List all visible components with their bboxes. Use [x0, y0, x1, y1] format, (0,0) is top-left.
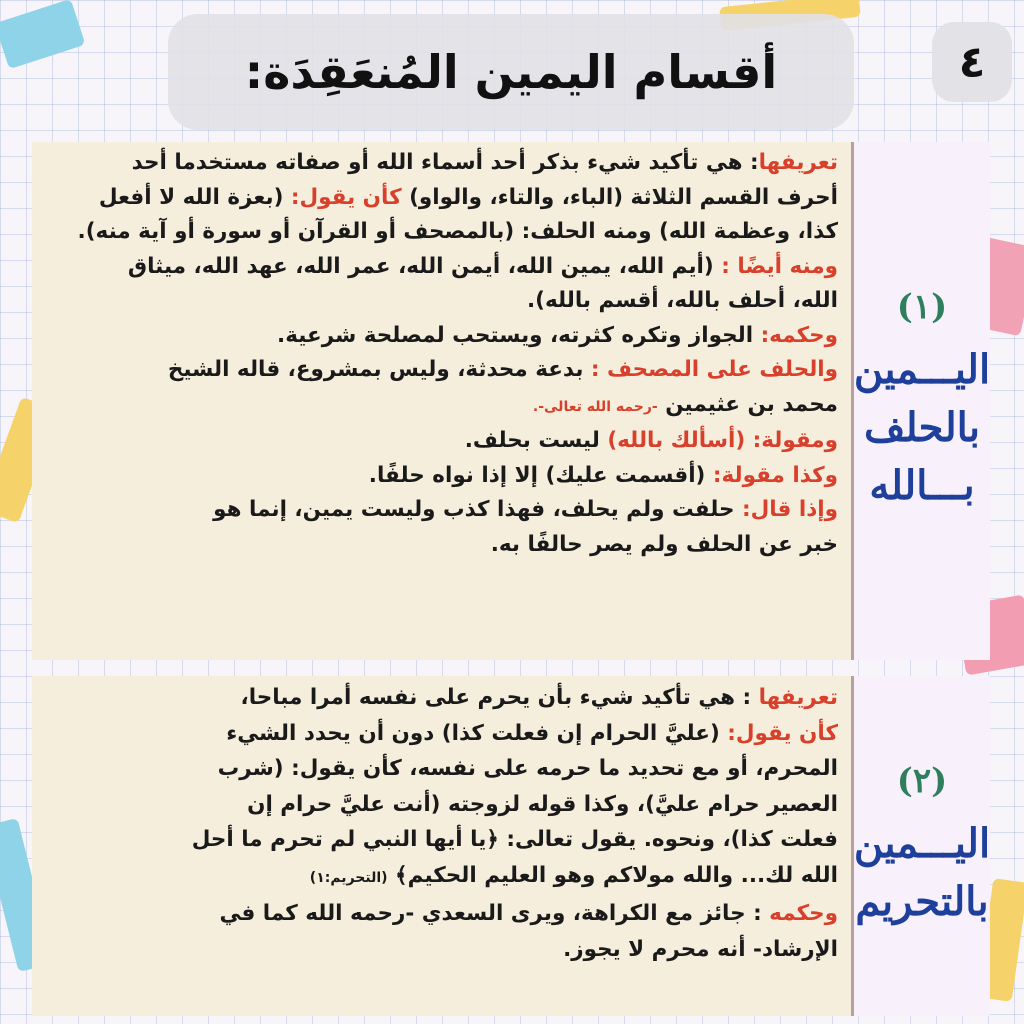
text-segment: : هي تأكيد شيء بذكر أحد أسماء الله أو صفاته مستخدما أحد — [131, 150, 759, 175]
text-line — [40, 319, 838, 354]
text-segment: الله، أحلف بالله، أقسم بالله). — [526, 288, 838, 313]
section-body — [32, 680, 846, 967]
text-segment: (أيم الله، يمين الله، أيمن الله، عمر الله، عهد الله، ميثاق — [127, 253, 722, 279]
page-title: أقسام اليمين المُنعَقِدَة: — [244, 45, 778, 99]
text-line — [40, 680, 838, 716]
text-segment: خبر عن الحلف ولم يصر حالفًا به. — [490, 531, 838, 557]
decor-pencil-case — [0, 0, 85, 69]
text-line — [40, 751, 838, 787]
text-segment: (التحريم:١) — [309, 869, 388, 886]
text-segment: العصير حرام عليَّ)، وكذا قوله لزوجته (أنت عليَّ حرام إن — [247, 791, 838, 817]
text-line — [40, 493, 838, 528]
highlighted-term: كأن يقول: — [290, 184, 402, 210]
page-number-badge: ٤ — [932, 22, 1012, 102]
text-segment: (عليَّ الحرام إن فعلت كذا) دون أن يحدد الشيء — [226, 720, 728, 746]
text-line — [40, 822, 838, 858]
highlighted-term: وإذا قال: — [741, 497, 838, 522]
text-line — [40, 858, 838, 897]
text-segment: الجواز وتكره كثرته، ويستحب لمصلحة شرعية. — [277, 322, 761, 348]
text-segment: (بعزة الله لا أفعل — [98, 184, 291, 210]
text-line — [40, 215, 838, 250]
highlighted-term: وكذا مقولة: — [712, 462, 838, 488]
text-segment: فعلت كذا)، ونحوه. يقول تعالى: ﴿يا أيها النبي لم تحرم ما أحل — [191, 827, 838, 852]
text-line — [40, 146, 838, 181]
highlighted-term: -رحمه الله تعالى-. — [532, 398, 658, 415]
text-segment: أحرف القسم الثلاثة (الباء، والتاء، والواو) — [401, 184, 838, 210]
text-line — [40, 388, 838, 425]
text-line — [40, 284, 838, 319]
section-label-line: بـــالله — [869, 462, 975, 509]
text-line — [40, 181, 838, 216]
text-segment: بدعة محدثة، وليس بمشروع، قاله الشيخ — [167, 357, 591, 382]
text-line — [40, 459, 838, 494]
highlighted-term: وحكمه: — [760, 322, 838, 348]
text-segment: الإرشاد- أنه محرم لا يجوز. — [563, 936, 838, 962]
section-number: (١) — [896, 287, 948, 327]
text-segment: : هي تأكيد شيء بأن يحرم على نفسه أمرا مباحا، — [240, 685, 759, 710]
highlighted-term: ومقولة: (أسألك بالله) — [607, 428, 838, 453]
highlighted-term: والحلف على المصحف : — [590, 357, 838, 382]
section-label-column — [851, 142, 990, 660]
section-label-line: بالحلف — [864, 404, 980, 451]
text-segment: المحرم، أو مع تحديد ما حرمه على نفسه، كأن يقول: (شرب — [217, 756, 838, 781]
text-segment: : جائز مع الكراهة، ويرى السعدي -رحمه الله كما في — [219, 901, 770, 926]
highlighted-term: كأن يقول: — [727, 720, 838, 746]
text-line — [40, 716, 838, 752]
text-line — [40, 250, 838, 285]
text-line — [40, 528, 838, 563]
text-segment: كذا، وعظمة الله) ومنه الحلف: (بالمصحف أو القرآن أو سورة أو آية منه). — [77, 219, 838, 244]
section-label-line: بالتحريم — [855, 878, 989, 925]
text-segment: ليست بحلف. — [464, 428, 608, 453]
section-label-line: اليـــمين — [853, 346, 990, 393]
section-body — [32, 146, 846, 562]
text-line — [40, 896, 838, 932]
section-label — [854, 341, 990, 515]
text-line — [40, 787, 838, 823]
title-banner — [168, 14, 854, 130]
section-label-column — [851, 676, 990, 1016]
text-line — [40, 424, 838, 459]
text-line — [40, 932, 838, 968]
highlighted-term: تعريفها — [758, 150, 838, 175]
text-segment: الله لك... والله مولاكم وهو العليم الحكيم﴾ — [387, 862, 838, 888]
highlighted-term: تعريفها — [758, 685, 838, 710]
section-panel-oath-by-allah — [32, 142, 990, 660]
highlighted-term: وحكمه — [769, 901, 838, 926]
text-segment: محمد بن عثيمين — [657, 391, 838, 417]
text-line — [40, 353, 838, 388]
section-label-line: اليـــمين — [853, 820, 990, 867]
section-label — [854, 815, 990, 931]
section-number: (٢) — [896, 761, 948, 801]
highlighted-term: ومنه أيضًا : — [721, 253, 838, 279]
text-segment: حلفت ولم يحلف، فهذا كذب وليست يمين، إنما هو — [213, 497, 742, 522]
text-segment: (أقسمت عليك) إلا إذا نواه حلفًا. — [368, 462, 713, 488]
section-panel-oath-by-prohibition — [32, 676, 990, 1016]
